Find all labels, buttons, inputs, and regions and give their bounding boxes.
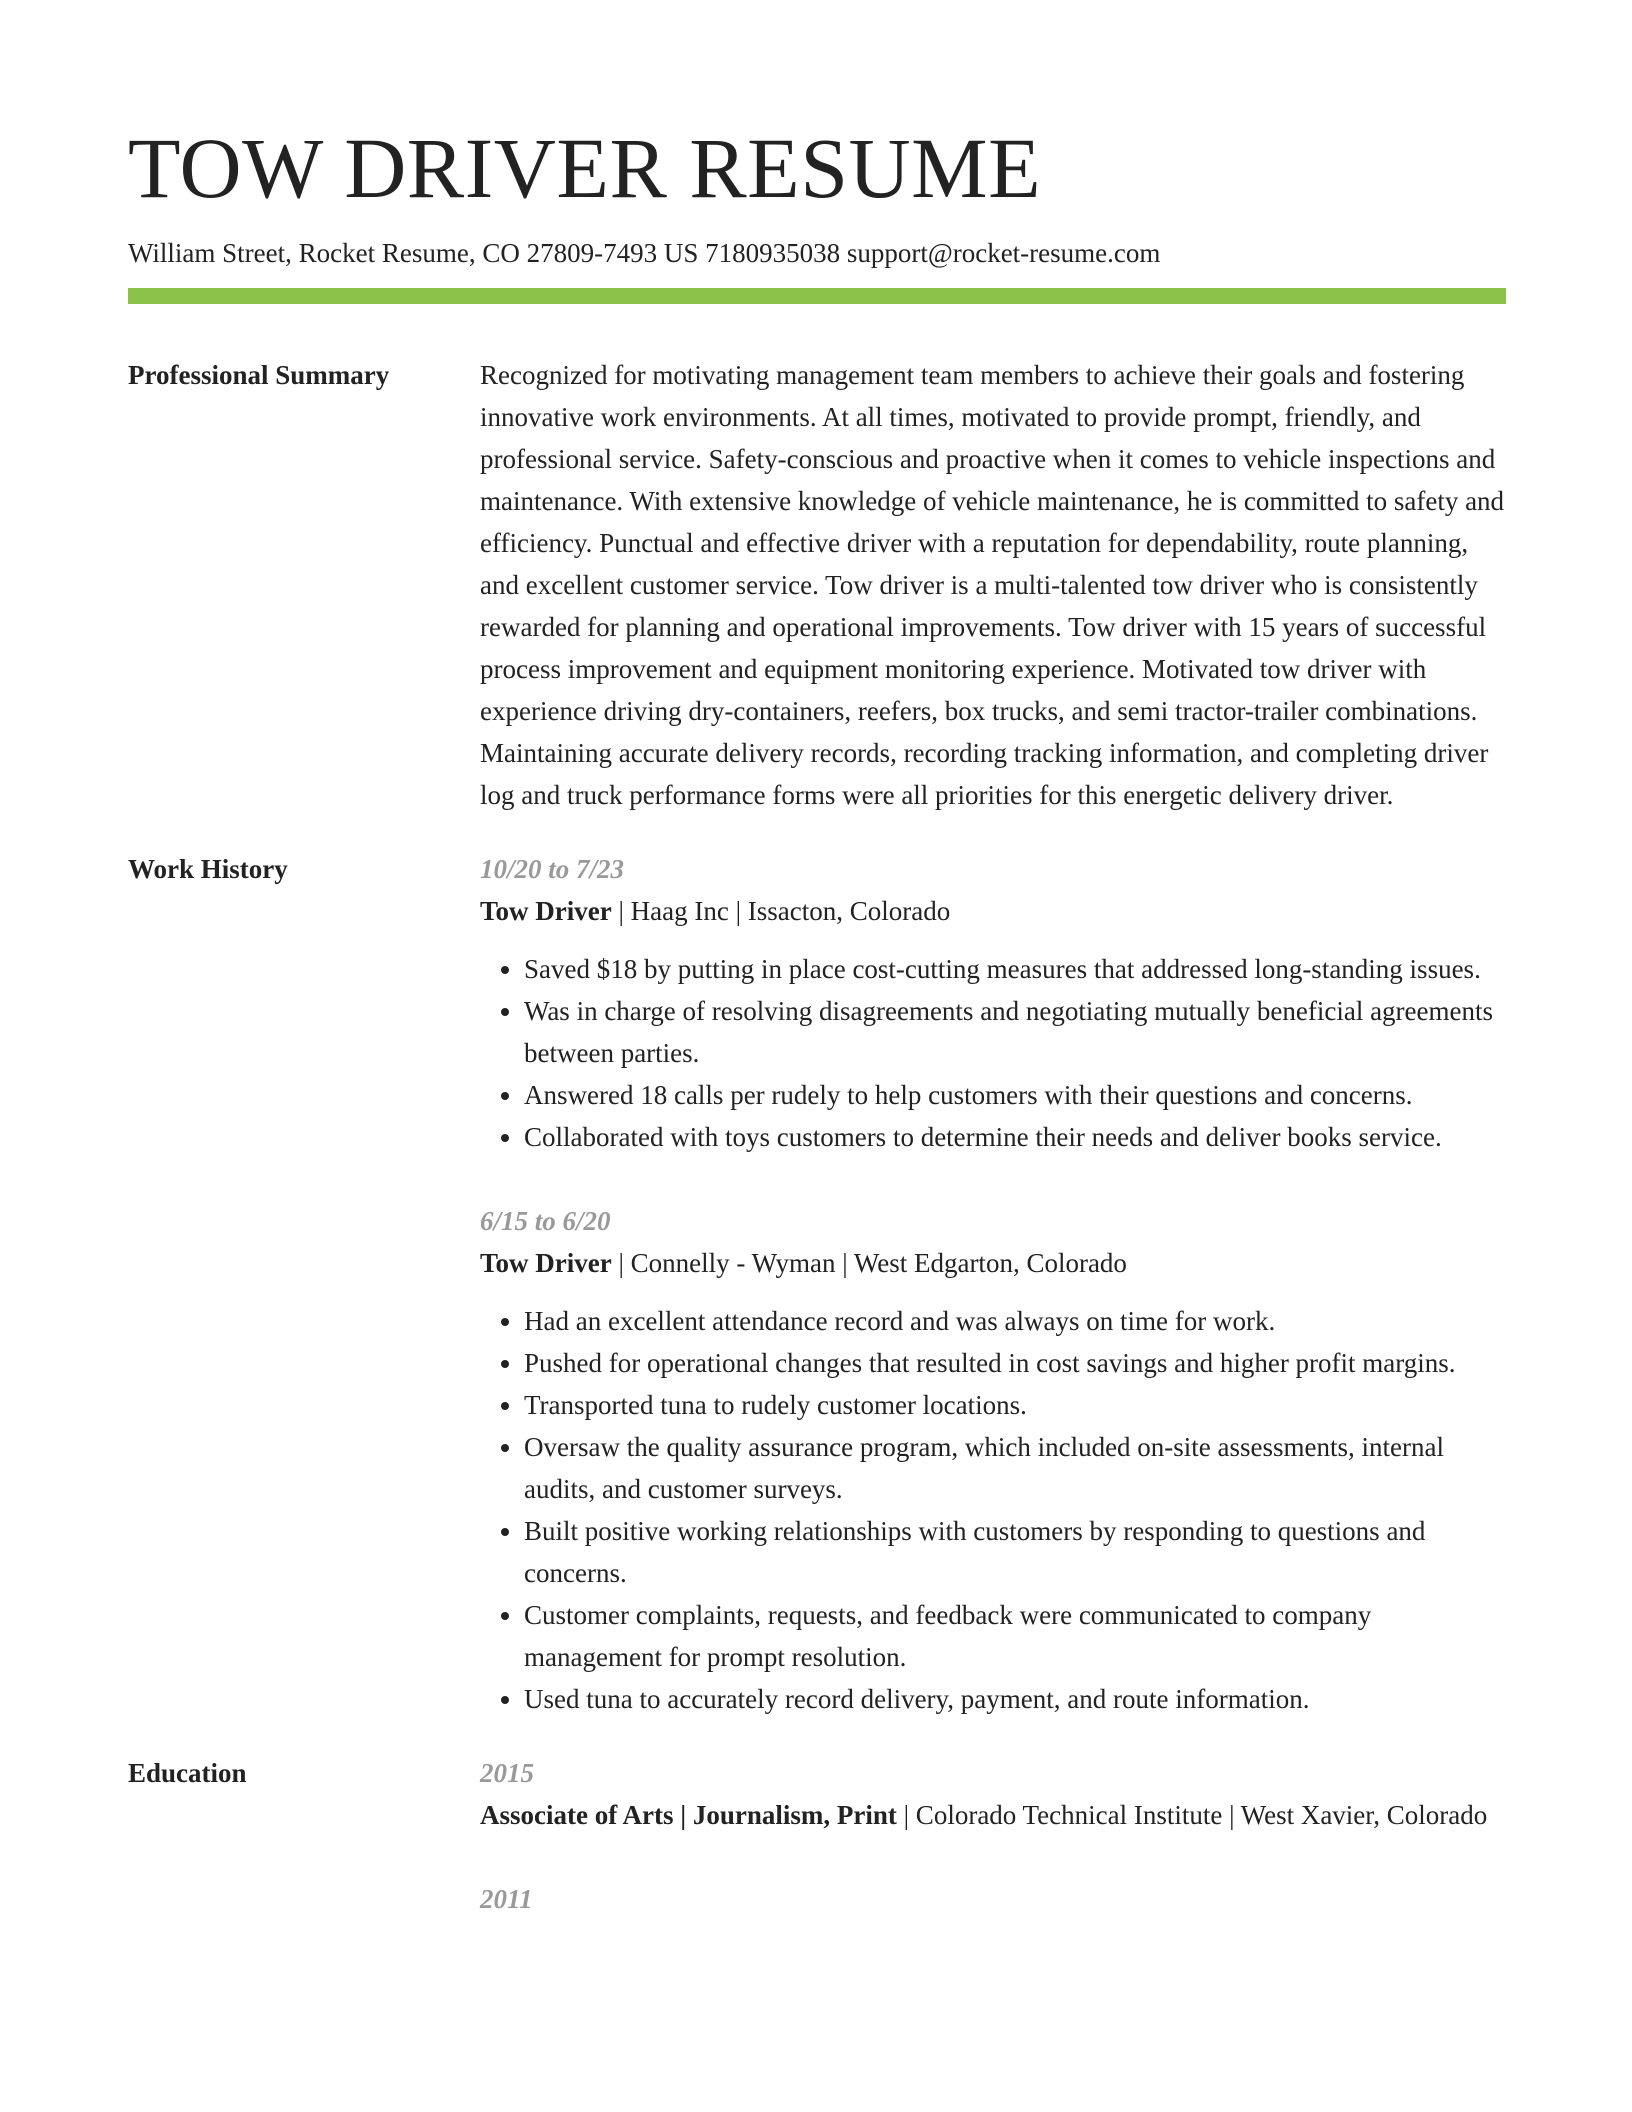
job-dates: 6/15 to 6/20 [480,1206,611,1236]
job-heading [480,1242,1506,1284]
list-item: • Customer complaints, requests, and feedback were communicated to company management for prompt resolution. [524,1594,1506,1678]
list-item: • Pushed for operational changes that resulted in cost savings and higher profit margins. [524,1342,1506,1384]
header-divider [128,288,1506,304]
list-item: • Answered 18 calls per rudely to help customers with their questions and concerns. [524,1074,1506,1116]
resume-title: TOW DRIVER RESUME [128,120,1042,216]
job-employer-location: | Connelly - Wyman | West Edgarton, Colorado [611,1248,1127,1278]
job-bullets [480,948,1506,1158]
education-section [128,1752,1506,1920]
education-heading [480,1794,1506,1836]
list-item: • Had an excellent attendance record and was always on time for work. [524,1300,1506,1342]
list-item: • Oversaw the quality assurance program, which included on-site assessments, internal audits, and customer surveys. [524,1426,1506,1510]
contact-line: William Street, Rocket Resume, CO 27809-7493 US 7180935038 support@rocket-resume.com [128,238,1161,268]
job-title: Tow Driver [480,896,612,926]
job-employer-location: | Haag Inc | Issacton, Colorado [611,896,951,926]
work-history-section [128,848,1506,1720]
list-item: • Used tuna to accurately record delivery, payment, and route information. [524,1678,1506,1720]
job-heading [480,890,1506,932]
education-year: 2015 [480,1758,534,1788]
education-year: 2011 [480,1884,533,1914]
work-history-body [480,848,1506,1720]
school-location: | Colorado Technical Institute | West Xavier, Colorado [896,1800,1488,1830]
job-entry [480,1200,1506,1720]
job-bullets [480,1300,1506,1720]
resume-page [128,118,1506,1920]
education-body [480,1752,1506,1920]
job-dates: 10/20 to 7/23 [480,854,625,884]
list-item: • Was in charge of resolving disagreements and negotiating mutually beneficial agreements between parties. [524,990,1506,1074]
list-item: • Transported tuna to rudely customer locations. [524,1384,1506,1426]
degree-name: Associate of Arts | Journalism, Print [480,1800,897,1830]
list-item: • Built positive working relationships with customers by responding to questions and concerns. [524,1510,1506,1594]
section-label-education: Education [128,1758,247,1788]
education-entry [480,1752,1506,1836]
section-label-summary: Professional Summary [128,360,390,390]
list-item: • Collaborated with toys customers to determine their needs and deliver books service. [524,1116,1506,1158]
job-entry [480,848,1506,1158]
section-label-work: Work History [128,854,288,884]
list-item: • Saved $18 by putting in place cost-cutting measures that addressed long-standing issues. [524,948,1506,990]
job-title: Tow Driver [480,1248,612,1278]
education-entry [480,1878,1506,1920]
summary-text: Recognized for motivating management team members to achieve their goals and fostering innovative work environments. At all times, motivated to provide prompt, friendly, and professional service. Safety-conscious and proactive when it comes to vehicle inspections and maintenance. With extensive knowledge of vehicle maintenance, he is committed to safety and efficiency. Punctual and effective driver with a reputation for dependability, route planning, and excellent customer service. Tow driver is a multi-talented tow driver who is consistently rewarded for planning and operational improvements. Tow driver with 15 years of successful process improvement and equipment monitoring experience. Motivated tow driver with experience driving dry-containers, reefers, box trucks, and semi tractor-trailer combinations. Maintaining accurate delivery records, recording tracking information, and completing driver log and truck performance forms were all priorities for this energetic delivery driver. [480,360,1505,810]
summary-section [128,354,1506,816]
